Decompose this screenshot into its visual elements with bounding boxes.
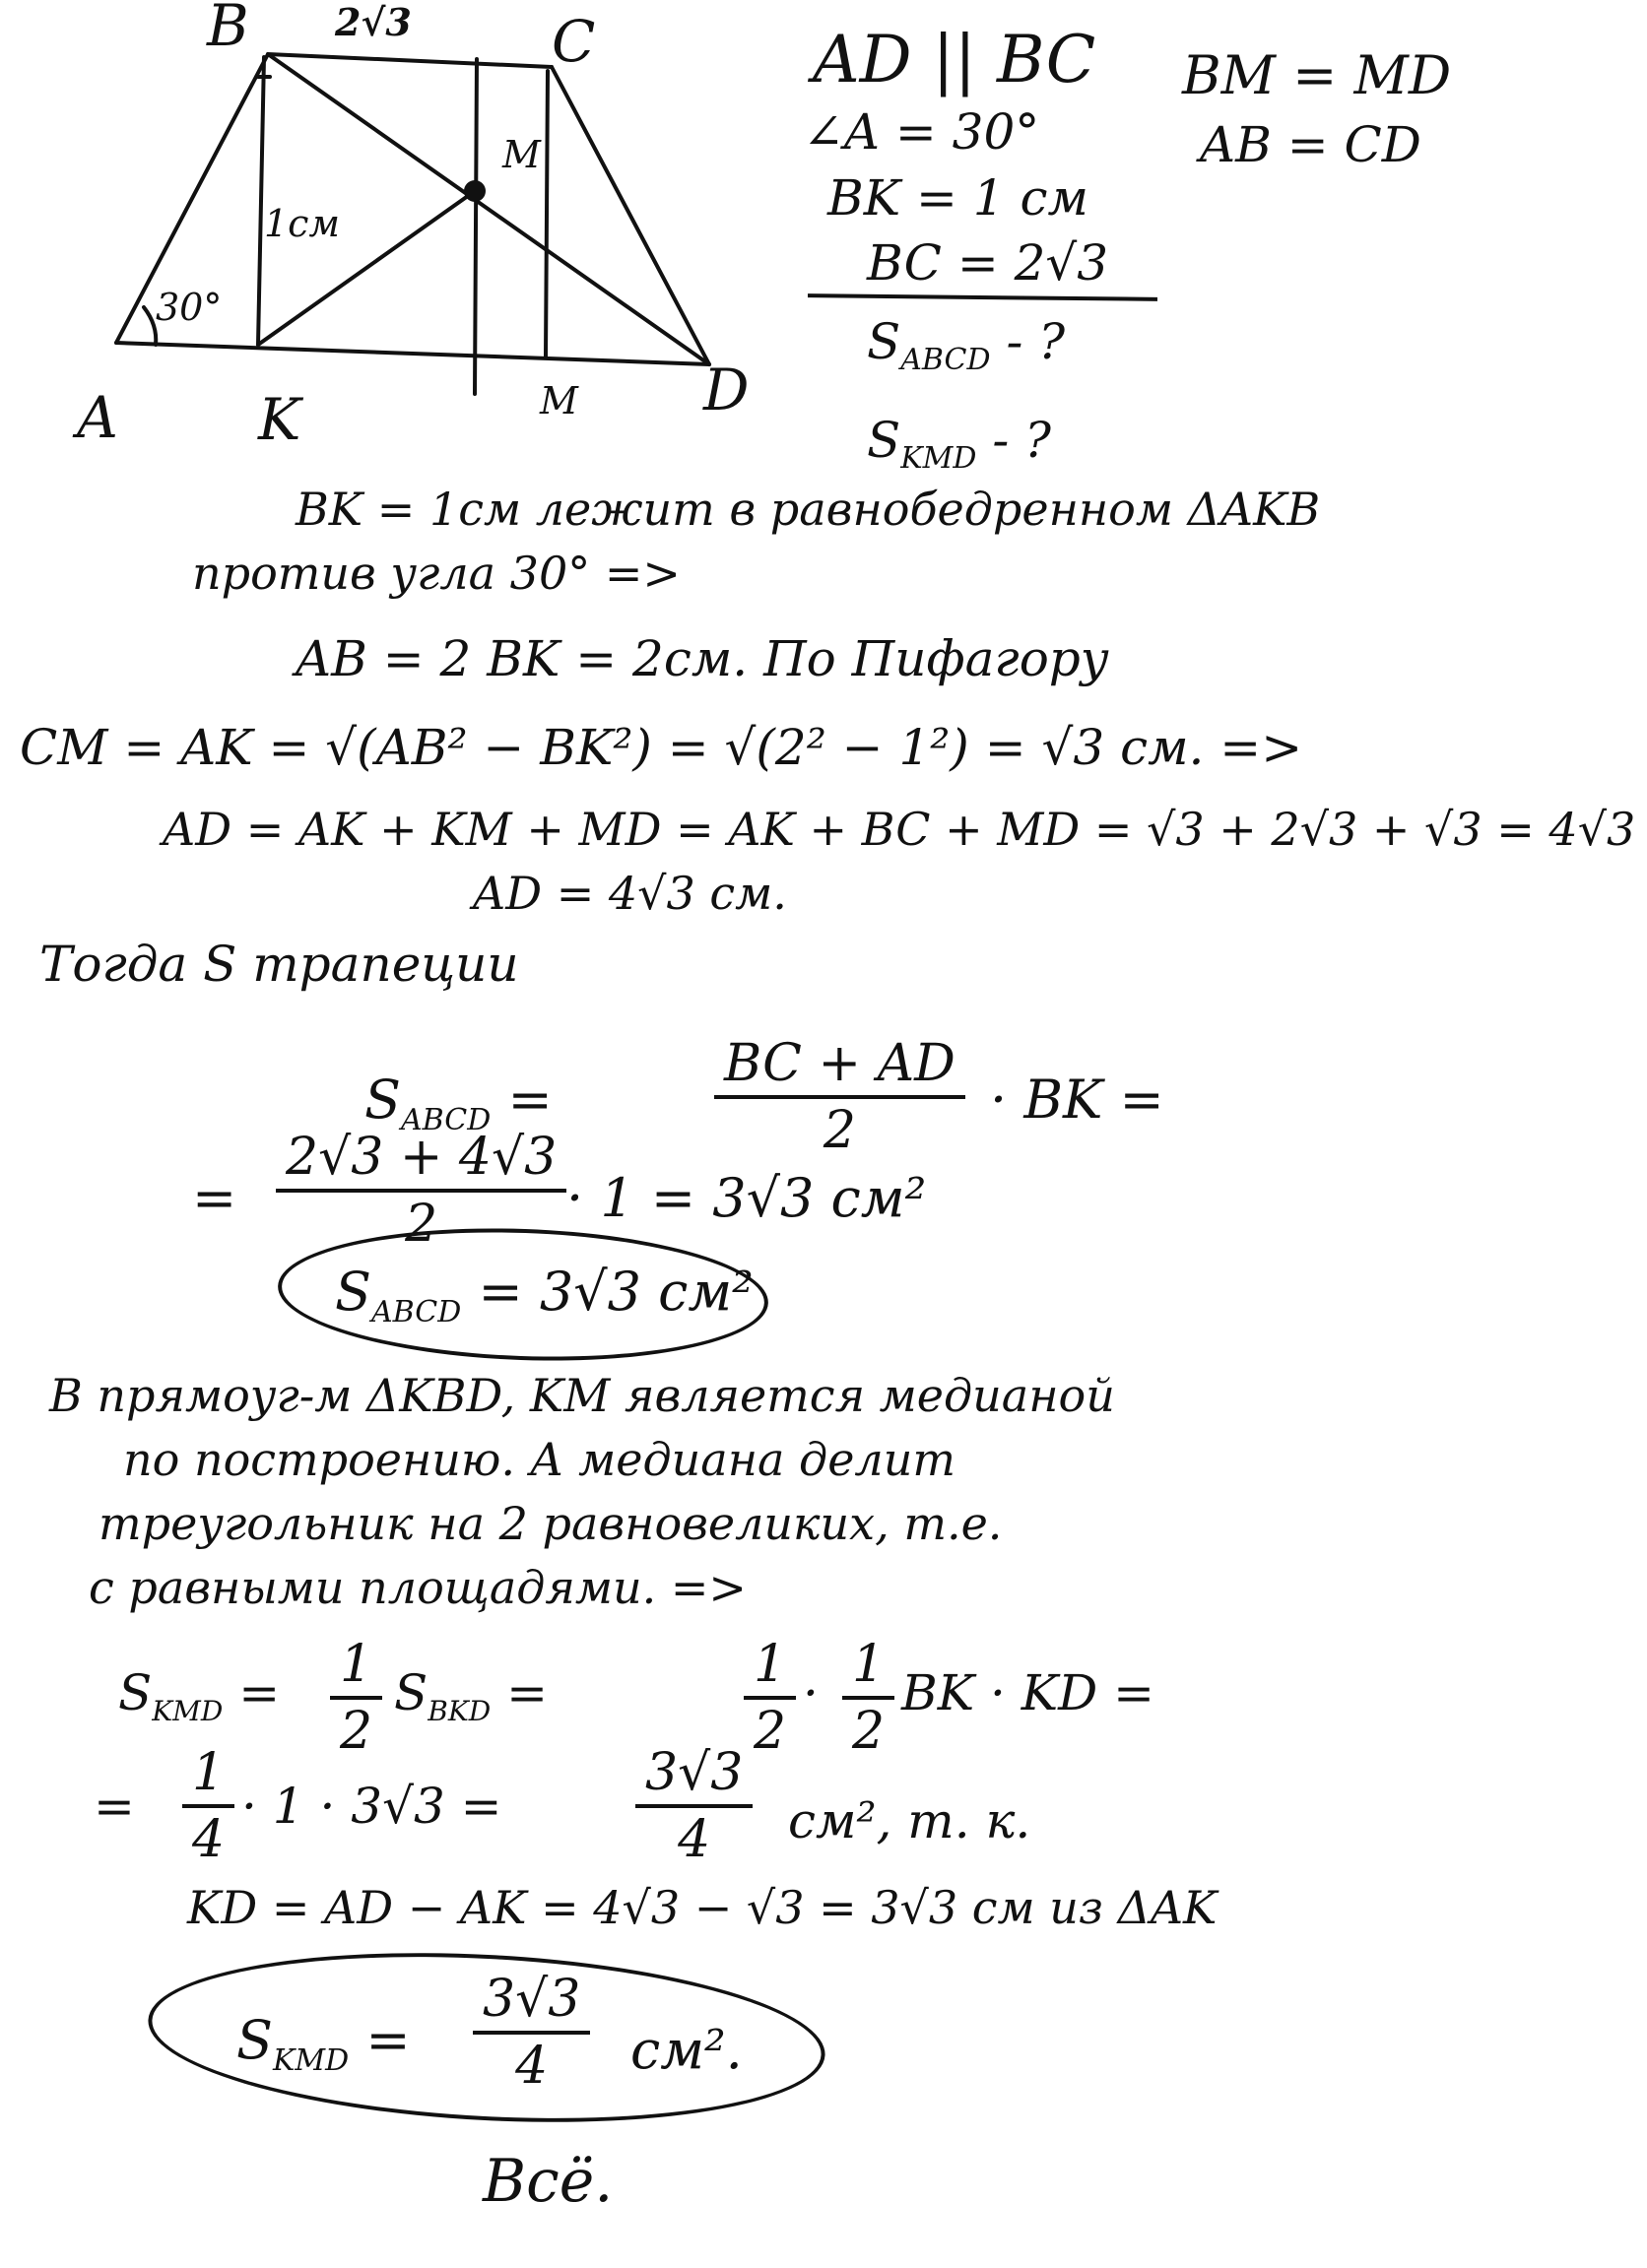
side-cd: [552, 67, 709, 364]
kmd-calc-units: см², т. к.: [788, 1792, 1031, 1849]
solution-line-4: CM = AK = √(AB² − BK²) = √(2² − 1²) = √3 см. =>: [20, 719, 1303, 776]
area-formula-lhs: $S_{ABCD}$ =: [364, 1069, 553, 1137]
vertical-through-m: [475, 59, 477, 394]
solution-line-5: AD = AK + KM + MD = AK + BC + MD = √3 + 2√3 + √3 = 4√3: [163, 803, 1636, 856]
trapezoid-figure: [0, 0, 788, 443]
side-ad: [116, 343, 709, 364]
kmd-calc-quarter: $\frac{1}{4}$: [182, 1743, 234, 1869]
label-bk-length: 1см: [264, 202, 340, 245]
area-calc-equals: =: [192, 1167, 237, 1229]
kmd-calc-product: · 1 · 3√3 =: [241, 1778, 502, 1835]
kmd-calc-equals: =: [94, 1778, 135, 1835]
height-bk: [258, 57, 264, 345]
kmd-formula-sbkd: $S_{BKD}$ =: [394, 1664, 549, 1727]
paragraph-line-1: В прямоуг-м ΔKBD, KM является медианой: [49, 1369, 1115, 1422]
kmd-fraction-half-2: $\frac{1}{2}$: [744, 1635, 796, 1761]
label-m-top: M: [502, 133, 541, 176]
find-area-abcd: $S_{ABCD}$ - ?: [867, 313, 1066, 377]
kmd-formula-dot: ·: [803, 1664, 819, 1721]
solution-line-6: AD = 4√3 см.: [473, 867, 787, 920]
area-calc-fraction: $\frac{2√3 + 4√3}{2}$: [276, 1128, 566, 1254]
paragraph-line-3: треугольник на 2 равновеликих, т.е.: [99, 1497, 1003, 1550]
label-a: A: [77, 384, 118, 451]
height-cm: [546, 71, 548, 356]
kmd-formula-lhs: $S_{KMD}$ =: [118, 1664, 281, 1727]
point-m: [464, 180, 486, 202]
find-area-kmd: $S_{KMD}$ - ?: [867, 412, 1051, 476]
solution-line-3: AB = 2 BK = 2см. По Пифагору: [296, 630, 1109, 687]
answer-area-kmd-units: см².: [630, 2019, 743, 2081]
paragraph-line-4: с равными площадями. =>: [89, 1561, 747, 1614]
label-angle-a: 30°: [156, 286, 223, 329]
given-bk: BK = 1 см: [827, 169, 1088, 227]
side-bc: [268, 54, 552, 67]
given-ab-cd: AB = CD: [1200, 116, 1421, 173]
given-angle: ∠A = 30°: [803, 103, 1040, 161]
given-divider: [808, 293, 1157, 301]
label-m-bottom: M: [540, 379, 578, 422]
solution-line-2: против угла 30° =>: [192, 547, 681, 600]
given-parallel: AD || BC: [813, 22, 1096, 97]
kmd-fraction-half-1: $\frac{1}{2}$: [330, 1635, 382, 1761]
given-bc: BC = 2√3: [867, 234, 1109, 292]
area-formula-rhs: · BK =: [990, 1069, 1164, 1131]
label-b: B: [207, 0, 249, 59]
label-d: D: [703, 356, 750, 423]
fraction-numerator: BC + AD: [714, 1034, 965, 1099]
solution-line-1: BK = 1см лежит в равнобедренном ΔAKB: [296, 483, 1321, 536]
area-calc-result: · 1 = 3√3 см²: [566, 1167, 927, 1229]
paragraph-line-2: по построению. А медиана делит: [123, 1433, 955, 1486]
label-bc-length: 2√3: [335, 0, 412, 44]
angle-a-arc: [144, 307, 156, 345]
answer-area-kmd-fraction: $\frac{3√3}{4}$: [473, 1970, 590, 2096]
kmd-calc-result-fraction: $\frac{3√3}{4}$: [635, 1743, 753, 1869]
area-formula-fraction: [714, 1034, 965, 1160]
label-c: C: [552, 8, 596, 75]
fraction-denominator: 2: [823, 1101, 856, 1160]
kmd-fraction-half-3: $\frac{1}{2}$: [842, 1635, 894, 1761]
given-bm-md: BM = MD: [1182, 44, 1452, 106]
kd-calc: KD = AD − AK = 4√3 − √3 = 3√3 см из ΔAK: [187, 1881, 1218, 1934]
answer-area-abcd: $S_{ABCD} = 3√3$ см²: [335, 1261, 754, 1329]
label-k: K: [258, 386, 301, 453]
solution-line-7: Тогда S трапеции: [39, 936, 519, 993]
answer-area-kmd-lhs: $S_{KMD}$ =: [236, 2009, 411, 2078]
end-note: Всё.: [483, 2147, 614, 2216]
kmd-formula-rhs: BK · KD =: [901, 1664, 1155, 1721]
